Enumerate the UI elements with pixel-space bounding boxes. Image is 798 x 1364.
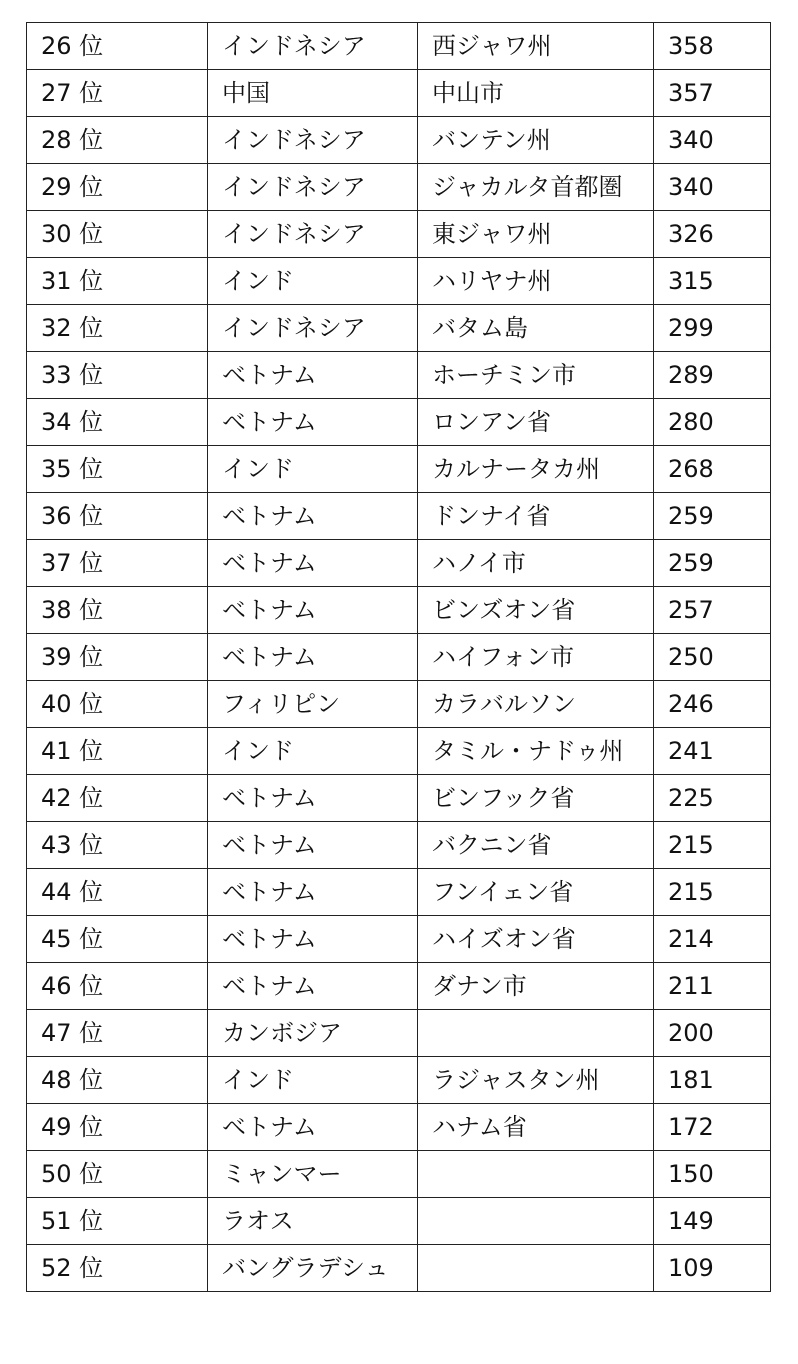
rank-cell: 27 位 — [27, 70, 208, 117]
region-cell: ハイズオン省 — [418, 916, 654, 963]
rank-cell: 45 位 — [27, 916, 208, 963]
table-row — [27, 1151, 771, 1198]
value-cell: 340 — [654, 164, 771, 211]
value-cell: 268 — [654, 446, 771, 493]
table-row — [27, 352, 771, 399]
rank-cell: 48 位 — [27, 1057, 208, 1104]
region-cell — [418, 1151, 654, 1198]
rank-cell: 34 位 — [27, 399, 208, 446]
table-row — [27, 258, 771, 305]
rank-cell: 39 位 — [27, 634, 208, 681]
country-cell: ベトナム — [208, 869, 418, 916]
rank-cell: 38 位 — [27, 587, 208, 634]
rank-cell: 35 位 — [27, 446, 208, 493]
value-cell: 215 — [654, 822, 771, 869]
rank-cell: 30 位 — [27, 211, 208, 258]
table-row — [27, 164, 771, 211]
value-cell: 109 — [654, 1245, 771, 1292]
country-cell: バングラデシュ — [208, 1245, 418, 1292]
country-cell: インドネシア — [208, 23, 418, 70]
table-row — [27, 634, 771, 681]
region-cell: ジャカルタ首都圏 — [418, 164, 654, 211]
rank-cell: 44 位 — [27, 869, 208, 916]
region-cell: ハナム省 — [418, 1104, 654, 1151]
rank-cell: 51 位 — [27, 1198, 208, 1245]
table-row — [27, 822, 771, 869]
rank-cell: 41 位 — [27, 728, 208, 775]
value-cell: 149 — [654, 1198, 771, 1245]
rank-cell: 33 位 — [27, 352, 208, 399]
rank-cell: 28 位 — [27, 117, 208, 164]
region-cell: タミル・ナドゥ州 — [418, 728, 654, 775]
value-cell: 259 — [654, 493, 771, 540]
region-cell: ビンフック省 — [418, 775, 654, 822]
value-cell: 181 — [654, 1057, 771, 1104]
table-row — [27, 1104, 771, 1151]
country-cell: インドネシア — [208, 164, 418, 211]
value-cell: 250 — [654, 634, 771, 681]
region-cell: カラバルソン — [418, 681, 654, 728]
table-row — [27, 916, 771, 963]
region-cell: ラジャスタン州 — [418, 1057, 654, 1104]
table-row — [27, 1010, 771, 1057]
value-cell: 358 — [654, 23, 771, 70]
table-row — [27, 775, 771, 822]
table-row — [27, 117, 771, 164]
table-row — [27, 869, 771, 916]
country-cell: インドネシア — [208, 211, 418, 258]
value-cell: 225 — [654, 775, 771, 822]
table-row — [27, 1057, 771, 1104]
rank-cell: 40 位 — [27, 681, 208, 728]
region-cell: フンイェン省 — [418, 869, 654, 916]
country-cell: ベトナム — [208, 634, 418, 681]
value-cell: 315 — [654, 258, 771, 305]
rank-cell: 26 位 — [27, 23, 208, 70]
value-cell: 211 — [654, 963, 771, 1010]
value-cell: 246 — [654, 681, 771, 728]
country-cell: フィリピン — [208, 681, 418, 728]
value-cell: 241 — [654, 728, 771, 775]
value-cell: 357 — [654, 70, 771, 117]
country-cell: ベトナム — [208, 493, 418, 540]
region-cell: カルナータカ州 — [418, 446, 654, 493]
country-cell: インド — [208, 728, 418, 775]
region-cell: 西ジャワ州 — [418, 23, 654, 70]
region-cell: ハノイ市 — [418, 540, 654, 587]
country-cell: ベトナム — [208, 1104, 418, 1151]
table-row — [27, 728, 771, 775]
country-cell: インド — [208, 446, 418, 493]
region-cell: バクニン省 — [418, 822, 654, 869]
region-cell: ダナン市 — [418, 963, 654, 1010]
rank-cell: 49 位 — [27, 1104, 208, 1151]
rank-cell: 46 位 — [27, 963, 208, 1010]
value-cell: 259 — [654, 540, 771, 587]
country-cell: 中国 — [208, 70, 418, 117]
ranking-table-body — [27, 23, 771, 1292]
table-row — [27, 23, 771, 70]
country-cell: インド — [208, 1057, 418, 1104]
value-cell: 289 — [654, 352, 771, 399]
rank-cell: 42 位 — [27, 775, 208, 822]
value-cell: 326 — [654, 211, 771, 258]
region-cell: ホーチミン市 — [418, 352, 654, 399]
region-cell: 中山市 — [418, 70, 654, 117]
value-cell: 200 — [654, 1010, 771, 1057]
rank-cell: 43 位 — [27, 822, 208, 869]
value-cell: 257 — [654, 587, 771, 634]
table-row — [27, 963, 771, 1010]
country-cell: ベトナム — [208, 399, 418, 446]
rank-cell: 50 位 — [27, 1151, 208, 1198]
rank-cell: 36 位 — [27, 493, 208, 540]
table-row — [27, 587, 771, 634]
value-cell: 215 — [654, 869, 771, 916]
table-row — [27, 399, 771, 446]
value-cell: 214 — [654, 916, 771, 963]
country-cell: ベトナム — [208, 822, 418, 869]
rank-cell: 47 位 — [27, 1010, 208, 1057]
region-cell: ロンアン省 — [418, 399, 654, 446]
region-cell: バタム島 — [418, 305, 654, 352]
value-cell: 172 — [654, 1104, 771, 1151]
region-cell — [418, 1010, 654, 1057]
table-row — [27, 70, 771, 117]
region-cell: ハイフォン市 — [418, 634, 654, 681]
ranking-table — [26, 22, 771, 1292]
country-cell: ラオス — [208, 1198, 418, 1245]
value-cell: 340 — [654, 117, 771, 164]
country-cell: カンボジア — [208, 1010, 418, 1057]
region-cell: ビンズオン省 — [418, 587, 654, 634]
country-cell: ミャンマー — [208, 1151, 418, 1198]
value-cell: 280 — [654, 399, 771, 446]
table-row — [27, 446, 771, 493]
rank-cell: 32 位 — [27, 305, 208, 352]
rank-cell: 29 位 — [27, 164, 208, 211]
table-row — [27, 681, 771, 728]
region-cell — [418, 1245, 654, 1292]
rank-cell: 52 位 — [27, 1245, 208, 1292]
country-cell: ベトナム — [208, 963, 418, 1010]
country-cell: ベトナム — [208, 916, 418, 963]
country-cell: インド — [208, 258, 418, 305]
country-cell: ベトナム — [208, 352, 418, 399]
table-row — [27, 1198, 771, 1245]
country-cell: ベトナム — [208, 587, 418, 634]
value-cell: 299 — [654, 305, 771, 352]
region-cell: ドンナイ省 — [418, 493, 654, 540]
region-cell: バンテン州 — [418, 117, 654, 164]
country-cell: インドネシア — [208, 117, 418, 164]
region-cell: 東ジャワ州 — [418, 211, 654, 258]
table-row — [27, 540, 771, 587]
table-row — [27, 1245, 771, 1292]
table-row — [27, 305, 771, 352]
table-row — [27, 211, 771, 258]
country-cell: ベトナム — [208, 540, 418, 587]
rank-cell: 37 位 — [27, 540, 208, 587]
region-cell — [418, 1198, 654, 1245]
country-cell: インドネシア — [208, 305, 418, 352]
country-cell: ベトナム — [208, 775, 418, 822]
region-cell: ハリヤナ州 — [418, 258, 654, 305]
table-row — [27, 493, 771, 540]
rank-cell: 31 位 — [27, 258, 208, 305]
value-cell: 150 — [654, 1151, 771, 1198]
